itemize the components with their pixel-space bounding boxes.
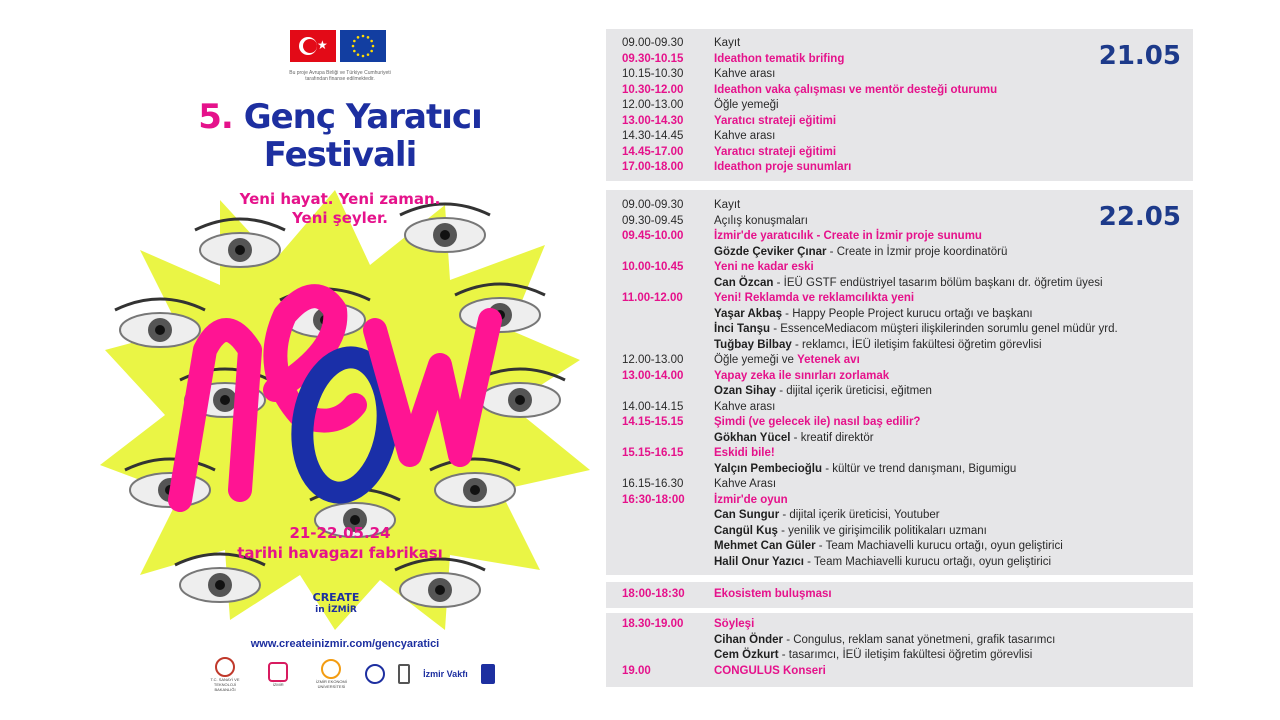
speaker xyxy=(714,276,1103,291)
row-time: 16:30-18:00 xyxy=(622,493,685,506)
day-label: 22.05 xyxy=(1098,202,1181,232)
logo-line-2: in İZMİR xyxy=(315,605,357,615)
speaker xyxy=(714,322,1118,337)
eu-star-icon xyxy=(352,45,355,48)
row-event: Yeni! Reklamda ve reklamcılıkta yeni xyxy=(714,292,915,304)
row-time: 10.30-12.00 xyxy=(622,83,684,96)
speaker-name: Yalçın Pembecioğlu xyxy=(714,462,823,475)
speaker-name: Cem Özkurt xyxy=(714,649,779,661)
eu-star-icon xyxy=(362,55,365,58)
title-line-2: Festivali xyxy=(263,135,417,175)
speaker-role: - Create in İzmir proje koordinatörü xyxy=(826,245,1008,258)
festival-poster xyxy=(100,20,590,700)
speaker-name: Ozan Sihay xyxy=(714,385,776,397)
row-event: Yaratıcı strateji eğitimi xyxy=(714,145,837,158)
schedule-day-2 xyxy=(606,190,1193,575)
row-event: İzmir'de oyun xyxy=(714,493,788,506)
row-event: Ideathon vaka çalışması ve mentör desteği oturumu xyxy=(714,83,998,96)
speaker-role: - İEÜ GSTF endüstriyel tasarım bölüm başkanı dr. öğretim üyesi xyxy=(773,276,1103,289)
title-line-1: Genç Yaratıcı xyxy=(243,97,482,137)
eu-star-icon xyxy=(357,36,360,39)
partner-logo xyxy=(481,664,495,684)
row-event: Kayıt xyxy=(714,199,741,211)
row-event: Ekosistem buluşması xyxy=(714,588,832,600)
row-event: Kahve arası xyxy=(714,400,776,413)
speaker-role: - yenilik ve girişimcilik politikaları uzmanı xyxy=(777,524,987,537)
eu-star-icon xyxy=(367,53,370,56)
turkey-flag-icon: ★ xyxy=(290,30,336,62)
row-event: Yaratıcı strateji eğitimi xyxy=(714,114,837,127)
eu-star-icon xyxy=(370,40,373,43)
speaker xyxy=(714,539,1063,554)
speaker-name: Yaşar Akbaş xyxy=(714,307,782,320)
partner-logo xyxy=(365,664,385,684)
speaker-name: Gözde Çeviker Çınar xyxy=(714,245,827,258)
eu-star-icon xyxy=(370,50,373,53)
speaker xyxy=(714,524,987,539)
row-time: 12.00-13.00 xyxy=(622,354,684,366)
row-event: Yapay zeka ile sınırları zorlamak xyxy=(714,369,890,382)
schedule-day-1 xyxy=(606,29,1193,181)
speaker xyxy=(714,633,1055,648)
speaker xyxy=(714,384,932,399)
row-event: Kayıt xyxy=(714,37,741,49)
row-time: 13.00-14.30 xyxy=(622,114,684,127)
row-event: Kahve arası xyxy=(714,130,776,142)
eu-star-icon xyxy=(367,36,370,39)
speaker-role: - Team Machiavelli kurucu ortağı, oyun geliştirici xyxy=(815,540,1063,552)
create-in-izmir-logo xyxy=(310,592,362,628)
speaker xyxy=(714,307,1033,322)
speaker-role: - tasarımcı, İEÜ iletişim fakültesi öğretim görevlisi xyxy=(778,649,1033,661)
edition-number: 5. xyxy=(198,97,233,137)
speaker-name: Can Özcan xyxy=(714,276,774,289)
partner-logo: İZMİR EKONOMİ ÜNİVERSİTESİ xyxy=(311,659,351,689)
speaker xyxy=(714,648,1032,663)
speaker-name: Gökhan Yücel xyxy=(714,431,791,444)
row-time: 14.30-14.45 xyxy=(622,130,684,142)
row-event: Yeni ne kadar eski xyxy=(714,261,814,273)
speaker-name: Cangül Kuş xyxy=(714,524,778,537)
row-event: Söyleşi xyxy=(714,618,755,630)
row-time: 15.15-16.15 xyxy=(622,447,684,459)
row-time: 09.30-09.45 xyxy=(622,214,684,227)
row-time: 09.00-09.30 xyxy=(622,199,684,211)
row-event-highlight: Yetenek avı xyxy=(797,354,860,366)
row-event: Şimdi (ve gelecek ile) nasıl baş edilir? xyxy=(714,416,921,428)
row-time: 14.15-15.15 xyxy=(622,416,684,428)
eu-flag-icon xyxy=(340,30,386,62)
tagline-line-2: Yeni şeyler. xyxy=(292,209,388,227)
speaker-name: Cihan Önder xyxy=(714,633,784,646)
row-event: Öğle yemeği ve Yetenek avı xyxy=(714,354,860,366)
speaker xyxy=(714,462,1016,477)
row-time: 10.15-10.30 xyxy=(622,68,684,80)
day-label: 21.05 xyxy=(1098,41,1181,71)
schedule-ecosystem xyxy=(606,582,1193,608)
speaker-role: - kreatif direktör xyxy=(790,431,874,444)
row-time: 11.00-12.00 xyxy=(622,292,683,304)
flag-group xyxy=(290,30,386,62)
tagline xyxy=(190,190,490,228)
speaker-name: İnci Tanşu xyxy=(714,323,771,335)
row-time: 12.00-13.00 xyxy=(622,99,684,111)
speaker-name: Halil Onur Yazıcı xyxy=(714,555,804,568)
partner-logos xyxy=(205,660,495,692)
speaker xyxy=(714,245,1007,260)
izmir-vakfi-logo: İzmir Vakfı xyxy=(423,669,468,679)
speaker-role: - Congulus, reklam sanat yönetmeni, grafik tasarımcı xyxy=(783,633,1056,646)
row-event: CONGULUS Konseri xyxy=(714,664,826,677)
speaker-name: Tuğbay Bilbay xyxy=(714,338,792,351)
speaker-name: Mehmet Can Güler xyxy=(714,540,816,552)
speaker-role: - Happy People Project kurucu ortağı ve başkanı xyxy=(781,307,1033,320)
funding-note: Bu proje Avrupa Birliği ve Türkiye Cumhuriyeti tarafından finanse edilmektedir. xyxy=(289,70,391,82)
poster-title xyxy=(140,98,540,174)
speaker-role: - Team Machiavelli kurucu ortağı, oyun geliştirici xyxy=(803,555,1052,568)
row-event: Kahve Arası xyxy=(714,478,777,490)
starburst-illustration xyxy=(100,190,590,630)
row-event: İzmir'de yaratıcılık - Create in İzmir proje sunumu xyxy=(714,230,982,242)
row-time: 13.00-14.00 xyxy=(622,369,684,382)
date-range: 21-22.05.24 xyxy=(289,524,391,542)
row-event: Ideathon proje sunumları xyxy=(714,161,852,173)
row-time: 16.15-16.30 xyxy=(622,478,684,490)
row-time: 14.45-17.00 xyxy=(622,145,684,158)
row-event: Kahve arası xyxy=(714,68,776,80)
speaker xyxy=(714,431,874,446)
festival-dates xyxy=(210,523,470,563)
row-time: 10.00-10.45 xyxy=(622,261,684,273)
row-time: 19.00 xyxy=(622,664,651,677)
row-time: 18:00-18:30 xyxy=(622,588,685,600)
speaker xyxy=(714,338,1042,353)
row-time: 09.45-10.00 xyxy=(622,230,684,242)
row-event: Açılış konuşmaları xyxy=(714,214,808,227)
row-time: 17.00-18.00 xyxy=(622,161,684,173)
speaker-role: - kültür ve trend danışmanı, Bigumigu xyxy=(822,462,1017,475)
speaker-name: Can Sungur xyxy=(714,509,780,521)
row-time: 09.00-09.30 xyxy=(622,37,684,49)
row-event: Eskidi bile! xyxy=(714,447,775,459)
speaker xyxy=(714,555,1051,570)
schedule-talk xyxy=(606,613,1193,687)
row-event: Öğle yemeği xyxy=(714,99,779,111)
venue: tarihi havagazı fabrikası xyxy=(237,544,443,562)
eu-star-icon xyxy=(362,35,365,38)
speaker-role: - reklamcı, İEÜ iletişim fakültesi öğretim görevlisi xyxy=(791,338,1042,351)
speaker xyxy=(714,508,940,523)
row-time: 18.30-19.00 xyxy=(622,618,684,630)
speaker-role: - dijital içerik üreticisi, eğitmen xyxy=(776,385,932,397)
partner-logo: İZMİR xyxy=(258,662,298,687)
tagline-line-1: Yeni hayat. Yeni zaman. xyxy=(239,190,441,208)
row-time: 14.00-14.15 xyxy=(622,400,684,413)
logo-line-1: CREATE xyxy=(312,591,360,604)
eu-star-icon xyxy=(353,50,356,53)
eu-star-icon xyxy=(353,40,356,43)
partner-logo xyxy=(398,664,410,684)
row-event: Ideathon tematik brifing xyxy=(714,52,845,65)
eu-star-icon xyxy=(372,45,375,48)
partner-logo: T.C. SANAYİ VE TEKNOLOJİ BAKANLIĞI xyxy=(205,657,245,692)
row-time: 09.30-10.15 xyxy=(622,52,684,65)
speaker-role: - dijital içerik üreticisi, Youtuber xyxy=(779,509,940,521)
website-link[interactable]: www.createinizmir.com/gencyaratici xyxy=(250,638,440,650)
eu-star-icon xyxy=(357,53,360,56)
speaker-role: - EssenceMediacom müşteri ilişkilerinden sorumlu genel müdür yrd. xyxy=(770,323,1118,335)
